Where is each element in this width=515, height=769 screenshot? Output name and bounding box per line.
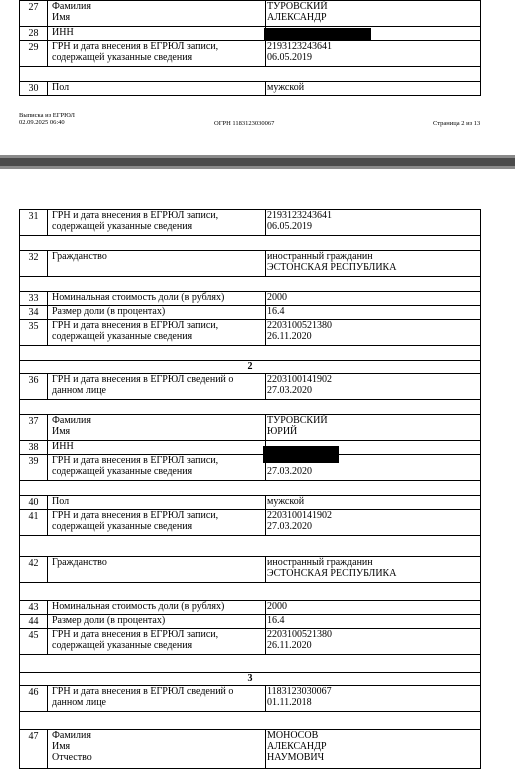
row-value: 2193123243641 06.05.2019 bbox=[267, 41, 332, 63]
row-label: ГРН и дата внесения в ЕГРЮЛ записи, содержащей указанные сведения bbox=[48, 320, 266, 345]
empty-row bbox=[19, 654, 481, 673]
row-number: 28 bbox=[20, 27, 48, 40]
row-number: 34 bbox=[20, 306, 48, 319]
row-number: 45 bbox=[20, 629, 48, 654]
empty-row bbox=[19, 66, 481, 82]
footer-ogrn: ОГРН 1183123030067 bbox=[214, 120, 275, 127]
page-separator bbox=[0, 155, 515, 169]
row-label: ИНН bbox=[48, 27, 266, 40]
table-row bbox=[19, 319, 481, 346]
row-value: ТУРОВСКИЙ АЛЕКСАНДР bbox=[267, 1, 328, 23]
row-label: ГРН и дата внесения в ЕГРЮЛ записи, содержащей указанные сведения bbox=[48, 41, 266, 66]
section-header: 2 bbox=[19, 360, 481, 374]
row-label: ГРН и дата внесения в ЕГРЮЛ записи, содержащей указанные сведения bbox=[48, 629, 266, 654]
row-label: ГРН и дата внесения в ЕГРЮЛ сведений о данном лице bbox=[48, 686, 266, 711]
row-value: 2203100141902 27.03.2020 bbox=[267, 510, 332, 532]
footer-extract-info bbox=[19, 112, 75, 126]
row-label: Размер доли (в процентах) bbox=[48, 306, 266, 319]
table-row bbox=[19, 685, 481, 712]
table-row bbox=[19, 40, 481, 67]
row-number: 40 bbox=[20, 496, 48, 509]
table-row bbox=[19, 628, 481, 655]
row-value: 1183123030067 01.11.2018 bbox=[267, 686, 332, 708]
table-row bbox=[19, 305, 481, 320]
table-row bbox=[19, 556, 481, 583]
row-value: 2000 bbox=[267, 292, 287, 303]
row-number: 38 bbox=[20, 441, 48, 454]
row-value: мужской bbox=[267, 496, 305, 507]
table-row bbox=[19, 440, 481, 455]
row-label: Номинальная стоимость доли (в рублях) bbox=[48, 292, 266, 305]
row-label: ГРН и дата внесения в ЕГРЮЛ сведений о данном лице bbox=[48, 374, 266, 399]
row-value: 2203100521380 26.11.2020 bbox=[267, 320, 332, 342]
row-number: 43 bbox=[20, 601, 48, 614]
footer-title: Выписка из ЕГРЮЛ bbox=[19, 112, 75, 119]
section-header: 3 bbox=[19, 672, 481, 686]
document-page-bottom bbox=[0, 169, 515, 762]
row-number: 29 bbox=[20, 41, 48, 66]
row-number: 41 bbox=[20, 510, 48, 535]
row-label: ИНН bbox=[48, 441, 266, 454]
table-row bbox=[19, 291, 481, 306]
row-value: ТУРОВСКИЙ ЮРИЙ bbox=[267, 415, 328, 437]
row-value: мужской bbox=[267, 82, 305, 93]
row-number: 31 bbox=[20, 210, 48, 235]
row-value: 2203100141902 27.03.2020 bbox=[267, 374, 332, 396]
row-number: 33 bbox=[20, 292, 48, 305]
empty-row bbox=[19, 535, 481, 557]
row-value: 2193123243641 06.05.2019 bbox=[267, 210, 332, 232]
row-number: 35 bbox=[20, 320, 48, 345]
row-value: 16.4 bbox=[267, 615, 285, 626]
row-number: 32 bbox=[20, 251, 48, 276]
row-number: 27 bbox=[20, 1, 48, 26]
row-label: Фамилия Имя Отчество bbox=[48, 730, 266, 768]
table-row bbox=[19, 26, 481, 41]
table-row bbox=[19, 614, 481, 629]
empty-row bbox=[19, 345, 481, 361]
row-label: Пол bbox=[48, 496, 266, 509]
table-row bbox=[19, 414, 481, 441]
row-number: 42 bbox=[20, 557, 48, 582]
row-label: ГРН и дата внесения в ЕГРЮЛ записи, содержащей указанные сведения bbox=[48, 510, 266, 535]
row-value: 27.03.2020 bbox=[267, 466, 312, 477]
row-value: МОНОСОВ АЛЕКСАНДР НАУМОВИЧ bbox=[267, 730, 327, 763]
row-number: 47 bbox=[20, 730, 48, 768]
redaction-block bbox=[263, 446, 339, 463]
row-value: 16.4 bbox=[267, 306, 285, 317]
row-number: 46 bbox=[20, 686, 48, 711]
row-number: 44 bbox=[20, 615, 48, 628]
row-label: Размер доли (в процентах) bbox=[48, 615, 266, 628]
footer-datetime: 02.09.2025 06:40 bbox=[19, 119, 65, 126]
row-number: 36 bbox=[20, 374, 48, 399]
row-number: 39 bbox=[20, 455, 48, 480]
row-number: 30 bbox=[20, 82, 48, 95]
table-row bbox=[19, 729, 481, 769]
footer-page-number: Страница 2 из 13 bbox=[433, 120, 481, 127]
row-label: Гражданство bbox=[48, 251, 266, 276]
empty-row bbox=[19, 276, 481, 292]
empty-row bbox=[19, 711, 481, 730]
row-label: Фамилия Имя bbox=[48, 415, 266, 440]
row-label: Номинальная стоимость доли (в рублях) bbox=[48, 601, 266, 614]
row-label: Гражданство bbox=[48, 557, 266, 582]
document-page-top bbox=[0, 0, 515, 155]
row-value: 2203100521380 26.11.2020 bbox=[267, 629, 332, 651]
row-label: Пол bbox=[48, 82, 266, 95]
table-row bbox=[19, 600, 481, 615]
table-row bbox=[19, 509, 481, 536]
row-label: ГРН и дата внесения в ЕГРЮЛ записи, содержащей указанные сведения bbox=[48, 210, 266, 235]
table-row bbox=[19, 373, 481, 400]
table-row bbox=[19, 81, 481, 96]
row-value: иностранный гражданин ЭСТОНСКАЯ РЕСПУБЛИКА bbox=[267, 251, 397, 273]
empty-row bbox=[19, 399, 481, 415]
row-value: 2000 bbox=[267, 601, 287, 612]
table-row bbox=[19, 495, 481, 510]
redaction-block bbox=[264, 28, 371, 40]
empty-row bbox=[19, 582, 481, 601]
row-value: иностранный гражданин ЭСТОНСКАЯ РЕСПУБЛИКА bbox=[267, 557, 397, 579]
table-row bbox=[19, 209, 481, 236]
empty-row bbox=[19, 235, 481, 251]
table-row bbox=[19, 0, 481, 27]
empty-row bbox=[19, 480, 481, 496]
table-row bbox=[19, 454, 481, 481]
table-row bbox=[19, 250, 481, 277]
row-label: Фамилия Имя bbox=[48, 1, 266, 26]
row-number: 37 bbox=[20, 415, 48, 440]
row-label: ГРН и дата внесения в ЕГРЮЛ записи, содержащей указанные сведения bbox=[48, 455, 266, 480]
